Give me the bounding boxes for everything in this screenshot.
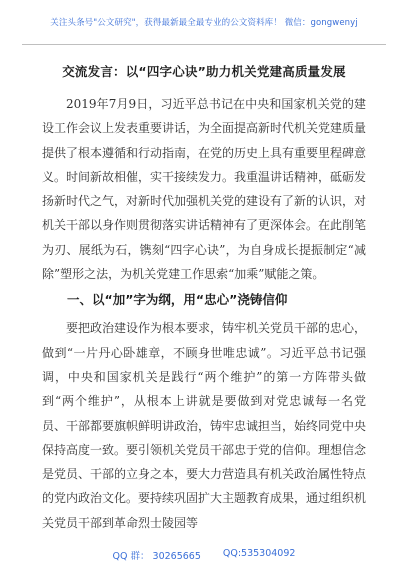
document-body xyxy=(42,60,366,535)
footer-qq-contact: QQ:535304092 xyxy=(222,548,296,559)
page-header xyxy=(0,0,408,44)
page-footer xyxy=(0,548,408,566)
document-title: 交流发言：以“四字心诀”助力机关党建高质量发展 xyxy=(62,64,346,79)
section-heading: 一、以“加”字为纲，用“忠心”浇铸信仰 xyxy=(67,292,288,308)
footer-qq-group: QQ 群： 30265665 xyxy=(112,551,201,562)
section-paragraph: 要把政治建设作为根本要求，铸牢机关党员干部的忠心，做到“一片丹心卧雄章，不顾身世唯忠诚”。习近平总书记强调，中央和国家机关是践行“两个维护”的第一方阵带头做到“两个维护”，从根本上讲就是要做到对党忠诚每一名党员、干部都要旗帜鲜明讲政治，铸牢忠诚担当，始终同党中央保持高度一致。要引领机关党员干部忠于党的信仰。理想信念是党员、干部的立身之本，要大力营造具有机关政治属性特点的党内政治文化。要持续巩固扩大主题教育成果，通过组织机关党员干部到革命烈士陵园等 xyxy=(42,321,367,530)
header-divider xyxy=(22,44,386,45)
header-notice: 关注头条号"公文研究"，获得最新最全最专业的公文资料库！ 微信：gongwenyj xyxy=(50,18,358,28)
intro-paragraph: 2019年7月9日，习近平总书记在中央和国家机关党的建设工作会议上发表重要讲话，为全面提高新时代机关党建质量提供了根本遵循和行动指南，在党的历史上具有重要里程碑意义。时间新故相催，实干接续发力。我重温讲话精神，砥砺发扬新时代之气，对新时代加强机关党的建设有了新的认识，对机关干部以身作则贯彻落实讲话精神有了更深体会。在此削笔为刃、展纸为石，镌刻“四字心诀”，为自身成长提振制定“减除”塑形之法，为机关党建工作思索“加乘”赋能之策。 xyxy=(42,97,367,282)
